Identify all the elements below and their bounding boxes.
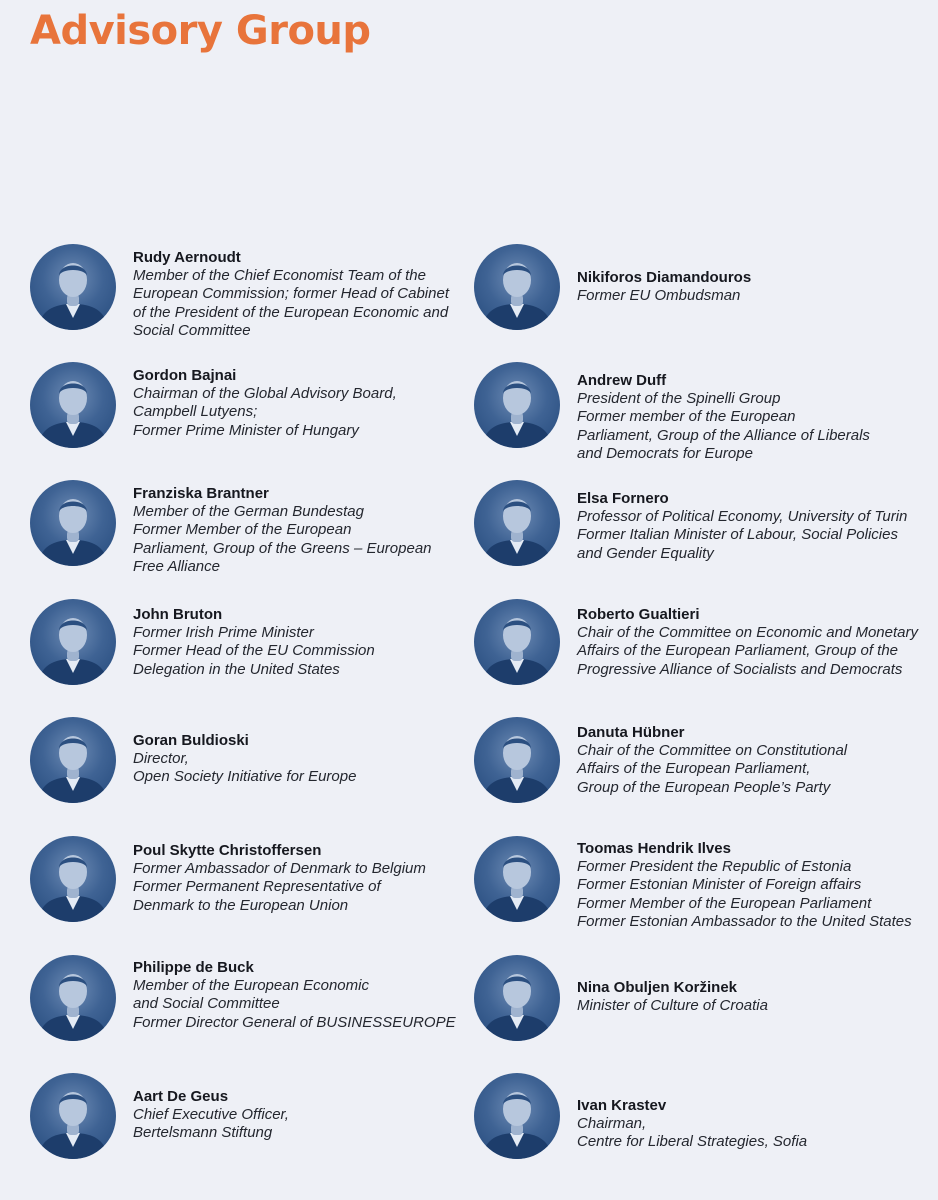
portrait-photo [30,362,116,448]
member-role-line: and Social Committee [133,995,280,1013]
member-name: Nina Obuljen Koržinek [577,979,738,996]
member-role-line: Chair of the Committee on Economic and Monetary [577,624,918,641]
member-name: Roberto Gualtieri [577,606,700,623]
member-role-line: Parliament, Group of the Alliance of Liberals [577,426,870,444]
member-role-line: Member of the European Economic [133,977,369,994]
member-role-line: Member of the Chief Economist Team of the [133,267,426,284]
portrait-photo [30,599,116,685]
member-name: Elsa Fornero [577,490,669,507]
member-role-line: Former Ambassador of Denmark to Belgium [133,860,426,877]
member-name: John Bruton [133,606,223,623]
member-role-line: Former Member of the European [133,521,352,539]
member-role-line: Former Prime Minister of Hungary [133,421,359,439]
member-role-line: European Commission; former Head of Cabinet [133,285,449,303]
member-role-line: Former EU Ombudsman [577,287,741,304]
member-role-line: of the President of the European Economic and [133,303,449,321]
portrait-photo [30,480,116,566]
member-role-line: Chair of the Committee on Constitutional [577,742,848,759]
member-role-line: Progressive Alliance of Socialists and Democrats [577,660,903,678]
member-role-line: Former President the Republic of Estonia [577,858,852,875]
member-role-line: Affairs of the European Parliament, [577,760,811,778]
member-role-line: Professor of Political Economy, University of Turin [577,508,908,525]
member-role-line: Delegation in the United States [133,660,340,678]
member-role-line: Former Estonian Minister of Foreign affairs [577,876,862,894]
member-role-line: and Gender Equality [577,544,714,562]
member-name: Andrew Duff [577,372,667,389]
portrait-photo [474,836,560,922]
member-role-line: Former Italian Minister of Labour, Social Policies [577,526,898,544]
member-role-line: Former Permanent Representative of [133,878,381,896]
member-role-line: Former Head of the EU Commission [133,642,375,660]
member-role-line: Member of the German Bundestag [133,503,364,520]
portrait-photo [474,480,560,566]
member-name: Gordon Bajnai [133,367,237,384]
member-role-line: Denmark to the European Union [133,896,349,914]
member-role-line: Minister of Culture of Croatia [577,997,768,1014]
page-title: Advisory Group [30,8,371,54]
member-role-line: Centre for Liberal Strategies, Sofia [577,1133,808,1151]
member-role-line: Social Committee [133,321,251,339]
member-role-line: Former member of the European [577,408,796,426]
member-role-line: Free Alliance [133,557,220,575]
member-role-line: Former Irish Prime Minister [133,624,314,641]
portrait-photo [474,244,560,330]
member-name: Aart De Geus [133,1088,229,1105]
member-role-line: Former Member of the European Parliament [577,894,872,912]
member-name: Rudy Aernoudt [133,249,241,266]
portrait-photo [30,955,116,1041]
member-role-line: Chief Executive Officer, [133,1106,289,1123]
member-name: Ivan Krastev [577,1097,667,1114]
member-role-line: Campbell Lutyens; [133,403,258,421]
member-role-line: President of the Spinelli Group [577,390,781,407]
member-name: Franziska Brantner [133,485,269,502]
member-role-line: Affairs of the European Parliament, Group of the [577,642,899,660]
member-name: Philippe de Buck [133,959,254,976]
portrait-photo [474,599,560,685]
member-role-line: Parliament, Group of the Greens – European [133,539,432,557]
member-role-line: Chairman of the Global Advisory Board, [133,385,397,402]
member-role-line: Former Director General of BUSINESSEUROPE [133,1013,456,1031]
member-name: Poul Skytte Christoffersen [133,842,322,859]
member-role-line: Director, [133,750,189,767]
portrait-photo [30,1073,116,1159]
member-role-line: Chairman, [577,1115,647,1132]
portrait-photo [30,836,116,922]
portrait-photo [474,717,560,803]
member-name: Goran Buldioski [133,732,249,749]
portrait-photo [474,362,560,448]
portrait-photo [474,1073,560,1159]
member-role-line: Bertelsmann Stiftung [133,1124,273,1142]
member-name: Nikiforos Diamandouros [577,269,752,286]
member-name: Danuta Hübner [577,724,685,741]
portrait-photo [474,955,560,1041]
member-role-line: Group of the European People’s Party [577,778,831,796]
portrait-photo [30,244,116,330]
member-role-line: Former Estonian Ambassador to the United States [577,912,912,930]
member-role-line: Open Society Initiative for Europe [133,768,357,786]
member-name: Toomas Hendrik Ilves [577,840,731,857]
portrait-photo [30,717,116,803]
member-role-line: and Democrats for Europe [577,444,753,462]
